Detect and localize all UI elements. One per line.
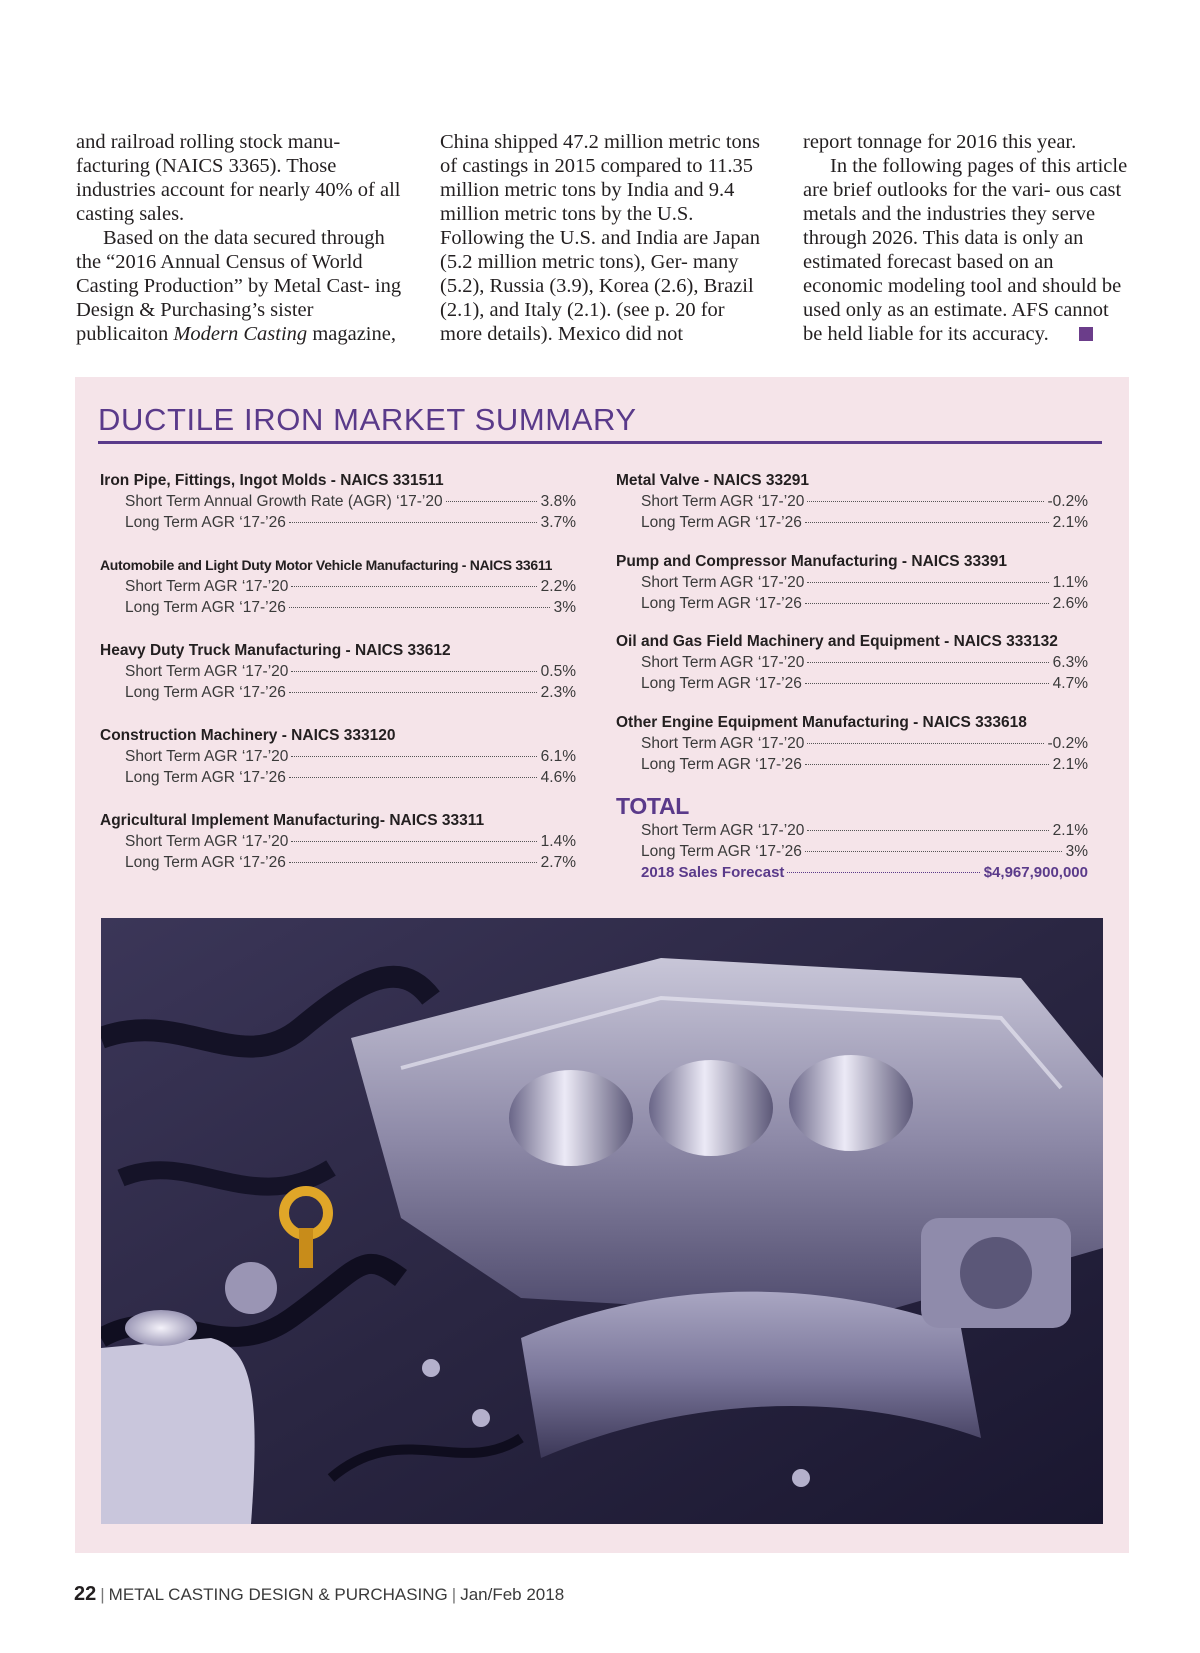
dot-leader: [291, 586, 536, 587]
magazine-title: Modern Casting: [173, 323, 308, 345]
dot-leader: [289, 522, 537, 523]
dot-leader: [289, 777, 537, 778]
radiator-cap-shape: [225, 1262, 277, 1314]
row-label: Short Term AGR ‘17-’20: [125, 748, 289, 765]
dot-leader: [805, 683, 1049, 684]
row-label: Short Term AGR ‘17-’20: [125, 578, 289, 595]
category-title: Automobile and Light Duty Motor Vehicle Manufacturing - NAICS 33611: [100, 557, 553, 573]
page-number: 22: [74, 1583, 97, 1605]
dot-leader: [807, 501, 1043, 502]
row-label: Long Term AGR ‘17-’26: [125, 514, 286, 531]
total-section: [616, 792, 1088, 883]
row-value: 2.1%: [1052, 755, 1088, 773]
dot-leader: [291, 841, 536, 842]
row-value: -0.2%: [1047, 734, 1088, 752]
row-value: 3%: [1065, 843, 1088, 860]
long-term-row: [125, 682, 576, 703]
row-value: -0.2%: [1047, 493, 1088, 510]
row-label: Short Term AGR ‘17-’20: [125, 833, 289, 850]
row-label: Short Term AGR ‘17-’20: [641, 822, 805, 839]
row-label: Long Term AGR ‘17-’26: [125, 599, 286, 616]
article-column-2: [440, 130, 770, 346]
issue-date: Jan/Feb 2018: [460, 1585, 565, 1604]
dot-leader: [807, 743, 1043, 744]
dot-leader: [787, 872, 979, 873]
title-divider: [98, 441, 1102, 444]
long-term-row: [641, 512, 1088, 533]
short-term-row: [125, 491, 576, 512]
page-footer: [74, 1583, 564, 1606]
row-label: 2018 Sales Forecast: [641, 864, 785, 881]
paragraph: [803, 154, 1133, 346]
footer-separator: |: [100, 1585, 105, 1604]
reservoir-cap-shape: [125, 1310, 197, 1346]
row-value: 2.2%: [540, 578, 576, 595]
dot-leader: [805, 764, 1049, 765]
row-value: 3%: [553, 599, 576, 616]
intake-tube-shape: [649, 1060, 773, 1156]
short-term-row: [641, 820, 1088, 841]
row-label: Long Term AGR ‘17-’26: [641, 843, 802, 860]
paragraph: China shipped 47.2 million metric tons of castings in 2015 compared to 11.35 million metric tons by India and 9.4 million metric tons by the U.S. Following the U.S. and India are Japan (5.2 million metric tons), Ger- many (5.2), Russia (3.9), Korea (2.6), Brazil (2.1), and Italy (2.1). (see p. 20 for more details). Mexico did not: [440, 131, 761, 345]
row-value: 2.1%: [1052, 514, 1088, 531]
row-value: 4.7%: [1052, 675, 1088, 692]
row-value: 3.7%: [540, 514, 576, 531]
row-value: 2.1%: [1052, 822, 1088, 839]
dot-leader: [807, 830, 1048, 831]
summary-left-column: [100, 470, 576, 895]
paragraph-text: magazine,: [307, 323, 396, 345]
dot-leader: [291, 756, 536, 757]
engine-photo: [101, 918, 1103, 1524]
dot-leader: [289, 607, 550, 608]
short-term-row: [641, 652, 1088, 673]
row-value: 6.1%: [540, 748, 576, 765]
row-value: 6.3%: [1052, 654, 1088, 671]
row-value: 2.6%: [1052, 594, 1088, 612]
long-term-row: [125, 852, 576, 873]
category-title: Iron Pipe, Fittings, Ingot Molds - NAICS 331511: [100, 472, 444, 489]
market-category: [100, 470, 576, 555]
row-label: Long Term AGR ‘17-’26: [125, 769, 286, 786]
short-term-row: [641, 491, 1088, 512]
summary-title: DUCTILE IRON MARKET SUMMARY: [98, 402, 637, 437]
paragraph-text: Based on the data secured through the “2016 Annual Census of World Casting Production” by Metal Cast- ing Design & Purchasing’s sister publicaiton: [76, 227, 402, 345]
bolt-shape: [472, 1409, 490, 1427]
dot-leader: [807, 582, 1048, 583]
paragraph: [76, 226, 406, 346]
market-category: [616, 470, 1088, 551]
category-title: Metal Valve - NAICS 33291: [616, 472, 809, 489]
dot-leader: [289, 692, 537, 693]
intake-tube-shape: [509, 1070, 633, 1166]
row-value: $4,967,900,000: [983, 864, 1088, 881]
market-category: [616, 631, 1088, 712]
short-term-row: [641, 572, 1088, 593]
row-label: Short Term AGR ‘17-’20: [125, 663, 289, 680]
long-term-row: [641, 593, 1088, 614]
row-value: 4.6%: [540, 769, 576, 786]
short-term-row: [641, 733, 1088, 754]
dot-leader: [289, 862, 537, 863]
bolt-shape: [422, 1359, 440, 1377]
category-title: Agricultural Implement Manufacturing- NAICS 33311: [100, 812, 485, 829]
paragraph-text: In the following pages of this article are brief outlooks for the vari- ous cast metals and the industries they serve through 2026. This data is only an estimated forecast based on an economic modeling tool and should be used only as an estimate. AFS cannot be held liable for its accuracy.: [803, 155, 1128, 345]
long-term-row: [125, 597, 576, 618]
long-term-row: [641, 841, 1088, 862]
dot-leader: [805, 522, 1049, 523]
row-value: 0.5%: [540, 663, 576, 680]
publication-name: METAL CASTING DESIGN & PURCHASING: [108, 1585, 448, 1604]
row-value: 1.1%: [1052, 573, 1088, 591]
row-label: Short Term Annual Growth Rate (AGR) ‘17-’20: [125, 493, 443, 510]
throttle-body-shape: [960, 1237, 1032, 1309]
short-term-row: [125, 661, 576, 682]
dot-leader: [805, 851, 1062, 852]
article-column-3: [803, 130, 1133, 346]
category-title: Other Engine Equipment Manufacturing - NAICS 333618: [616, 713, 1027, 731]
paragraph: and railroad rolling stock manu- facturing (NAICS 3365). Those industries account for nearly 40% of all casting sales.: [76, 131, 401, 225]
long-term-row: [125, 767, 576, 788]
category-title: Heavy Duty Truck Manufacturing - NAICS 33612: [100, 642, 451, 659]
row-label: Long Term AGR ‘17-’26: [641, 675, 802, 692]
row-value: 2.3%: [540, 684, 576, 701]
total-title: TOTAL: [616, 793, 690, 819]
row-label: Long Term AGR ‘17-’26: [641, 514, 802, 531]
market-category: [100, 725, 576, 810]
category-title: Pump and Compressor Manufacturing - NAICS 33391: [616, 552, 1008, 570]
row-value: 1.4%: [540, 833, 576, 850]
row-value: 2.7%: [540, 854, 576, 871]
dot-leader: [807, 662, 1048, 663]
market-category: [100, 555, 576, 640]
row-label: Short Term AGR ‘17-’20: [641, 573, 805, 591]
market-category: [100, 810, 576, 895]
category-title: Oil and Gas Field Machinery and Equipment - NAICS 333132: [616, 633, 1058, 650]
dot-leader: [446, 501, 537, 502]
intake-tube-shape: [789, 1055, 913, 1151]
summary-right-column: [616, 470, 1088, 883]
dot-leader: [291, 671, 536, 672]
market-category: [616, 712, 1088, 793]
row-value: 3.8%: [540, 493, 576, 510]
row-label: Long Term AGR ‘17-’26: [125, 684, 286, 701]
dot-leader: [805, 603, 1049, 604]
short-term-row: [125, 746, 576, 767]
footer-separator: |: [451, 1585, 457, 1604]
dipstick-handle-shape: [299, 1228, 313, 1268]
bolt-shape: [792, 1469, 810, 1487]
end-of-article-mark: [1079, 327, 1093, 341]
short-term-row: [125, 831, 576, 852]
paragraph: report tonnage for 2016 this year.: [803, 131, 1077, 153]
row-label: Long Term AGR ‘17-’26: [125, 854, 286, 871]
article-column-1: [76, 130, 406, 346]
long-term-row: [641, 673, 1088, 694]
market-category: [100, 640, 576, 725]
sales-forecast-row: [641, 862, 1088, 883]
market-category: [616, 551, 1088, 632]
long-term-row: [125, 512, 576, 533]
long-term-row: [641, 754, 1088, 775]
short-term-row: [125, 576, 576, 597]
row-label: Long Term AGR ‘17-’26: [641, 755, 802, 773]
row-label: Short Term AGR ‘17-’20: [641, 734, 805, 752]
category-title: Construction Machinery - NAICS 333120: [100, 727, 396, 744]
reservoir-shape: [101, 1338, 255, 1524]
row-label: Short Term AGR ‘17-’20: [641, 493, 805, 510]
row-label: Short Term AGR ‘17-’20: [641, 654, 805, 671]
row-label: Long Term AGR ‘17-’26: [641, 594, 802, 612]
